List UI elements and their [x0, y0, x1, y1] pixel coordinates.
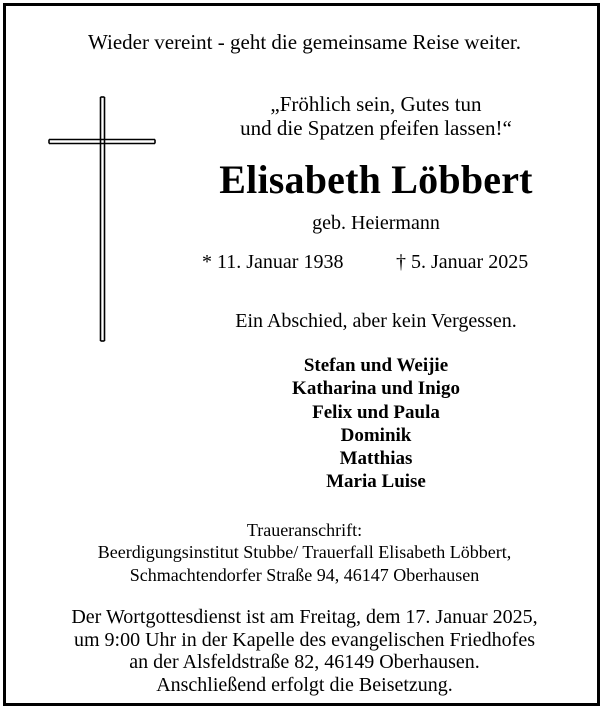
obituary-frame: [3, 3, 600, 706]
service-info: [6, 606, 603, 696]
maiden-name: geb. Heiermann: [312, 212, 440, 234]
quote-line-2: und die Spatzen pfeifen lassen!“: [240, 116, 512, 140]
mourner-entry: Katharina und Inigo: [292, 378, 460, 400]
mourner-entry: Felix und Paula: [312, 401, 440, 423]
farewell-text: Ein Abschied, aber kein Vergessen.: [235, 310, 517, 332]
service-line-3: an der Alsfeldstraße 82, 46149 Oberhausen.: [129, 651, 480, 673]
quote: [176, 92, 576, 140]
service-line-1: Der Wortgottesdienst ist am Freitag, dem 17. Januar 2025,: [71, 606, 538, 628]
mourner-entry: Stefan und Weijie: [303, 355, 449, 376]
mourners-list: [176, 354, 576, 494]
mourner-entry: Maria Luise: [326, 471, 426, 493]
mourner-entry: Dominik: [340, 424, 412, 446]
tagline: Wieder vereint - geht die gemeinsame Reise weiter.: [88, 30, 521, 54]
cross-icon: [46, 94, 166, 344]
death-date: † 5. Januar 2025: [396, 251, 529, 273]
service-line-4: Anschließend erfolgt die Beisetzung.: [156, 673, 453, 696]
service-line-2: um 9:00 Uhr in der Kapelle des evangelischen Friedhofes: [74, 628, 535, 651]
address-line-2: Schmachtendorfer Straße 94, 46147 Oberhausen: [129, 564, 480, 585]
address-line-1: Beerdigungsinstitut Stubbe/ Trauerfall Elisabeth Löbbert,: [97, 542, 512, 563]
birth-date: * 11. Januar 1938: [202, 251, 344, 273]
quote-line-1: „Fröhlich sein, Gutes tun: [270, 92, 482, 116]
mourner-entry: Matthias: [339, 448, 413, 470]
deceased-name: Elisabeth Löbbert: [219, 157, 533, 202]
condolence-address: [6, 519, 603, 586]
address-label: Traueranschrift:: [246, 520, 363, 540]
